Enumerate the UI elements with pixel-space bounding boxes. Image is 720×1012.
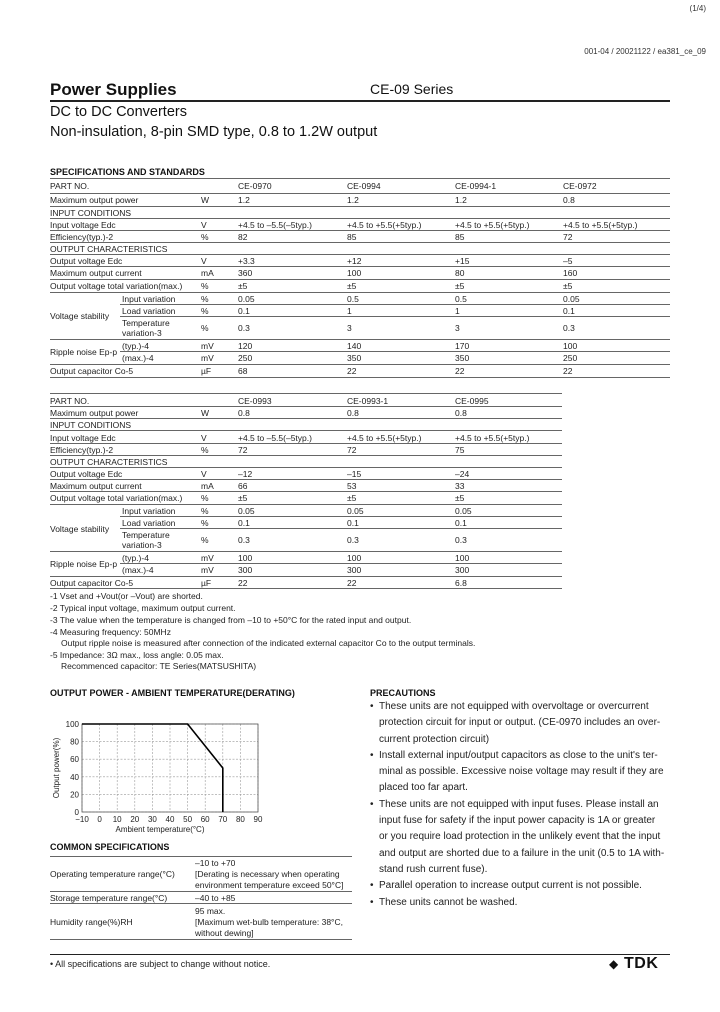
section-label: INPUT CONDITIONS bbox=[50, 420, 132, 430]
precautions-list bbox=[370, 699, 670, 911]
table-rule bbox=[50, 193, 670, 194]
unit: % bbox=[201, 232, 209, 242]
table-rule bbox=[50, 491, 562, 492]
row-label: Ripple noise Ep-p bbox=[50, 347, 118, 357]
row-label: Maximum output power bbox=[50, 408, 139, 418]
precaution-line bbox=[370, 878, 670, 894]
cell: –5 bbox=[563, 256, 573, 266]
sub-label: (typ.)-4 bbox=[122, 341, 149, 351]
y-tick-label: 20 bbox=[70, 790, 79, 800]
footer-note: • All specifications are subject to change without notice. bbox=[50, 959, 271, 969]
row-label: Maximum output current bbox=[50, 481, 142, 491]
cell: 75 bbox=[455, 445, 465, 455]
row-label: Output capacitor Co-5 bbox=[50, 366, 134, 376]
y-tick-label: 100 bbox=[65, 720, 79, 729]
cell: 0.8 bbox=[563, 195, 575, 205]
operating-temp-value: –10 to +70 bbox=[195, 858, 236, 868]
unit: % bbox=[201, 294, 209, 304]
row-label: Ripple noise Ep-p bbox=[50, 559, 118, 569]
precaution-text: protection circuit for input or output. (CE-0970 includes an over- bbox=[379, 717, 661, 729]
cell: 0.1 bbox=[347, 518, 359, 528]
cell: 100 bbox=[347, 268, 362, 278]
table-rule bbox=[120, 316, 670, 317]
cell: +4.5 to –5.5(–5typ.) bbox=[238, 433, 312, 443]
cell: 0.5 bbox=[347, 294, 359, 304]
row-label: Output voltage total variation(max.) bbox=[50, 493, 183, 503]
cell: 100 bbox=[238, 553, 253, 563]
table-rule bbox=[50, 377, 670, 378]
part-ce-0970: CE-0970 bbox=[238, 181, 272, 191]
table-rule bbox=[50, 218, 670, 219]
cell: +4.5 to +5.5(+5typ.) bbox=[347, 220, 422, 230]
table-rule bbox=[120, 516, 562, 517]
cell: 0.3 bbox=[347, 535, 359, 545]
unit: W bbox=[201, 195, 210, 205]
sub-label: Load variation bbox=[122, 306, 176, 316]
cell: 3 bbox=[347, 323, 352, 333]
precaution-line bbox=[370, 813, 670, 829]
cell: +3.3 bbox=[238, 256, 255, 266]
x-tick-label: 50 bbox=[183, 815, 193, 824]
cell: 3 bbox=[455, 323, 460, 333]
row-label: Output voltage Edc bbox=[50, 469, 123, 479]
footnote-1: -1 Vset and +Vout(or –Vout) are shorted. bbox=[50, 591, 203, 601]
x-tick-label: 90 bbox=[253, 815, 263, 824]
y-tick-label: 0 bbox=[74, 808, 79, 817]
cell: 0.05 bbox=[563, 294, 580, 304]
cell: +4.5 to +5.5(+5typ.) bbox=[347, 433, 422, 443]
cell: 350 bbox=[455, 353, 470, 363]
cell: ±5 bbox=[238, 281, 248, 291]
unit: mV bbox=[201, 565, 214, 575]
x-tick-label: 10 bbox=[112, 815, 122, 824]
y-tick-label: 80 bbox=[70, 737, 79, 747]
unit: V bbox=[201, 433, 207, 443]
unit: V bbox=[201, 469, 207, 479]
table-rule bbox=[120, 563, 562, 564]
table-rule bbox=[50, 206, 670, 207]
footnote-2: -2 Typical input voltage, maximum output current. bbox=[50, 603, 236, 613]
cell: 80 bbox=[455, 268, 465, 278]
part-no-label: PART NO. bbox=[50, 396, 90, 406]
cell: +15 bbox=[455, 256, 470, 266]
table-rule bbox=[50, 418, 562, 419]
cell: 170 bbox=[455, 341, 470, 351]
cell: 0.8 bbox=[455, 408, 467, 418]
precaution-text: or you require load protection in the unlikely event that the input bbox=[379, 831, 661, 843]
precaution-text: Install external input/output capacitors as close to the unit's ter- bbox=[379, 749, 658, 761]
precaution-text: and output are shorted due to a failure in the unit (0.5 to 1A with- bbox=[379, 847, 665, 859]
cell: 160 bbox=[563, 268, 578, 278]
cell: ±5 bbox=[238, 493, 248, 503]
cell: 250 bbox=[238, 353, 253, 363]
cell: +4.5 to +5.5(+5typ.) bbox=[455, 220, 530, 230]
precaution-text: These units are not equipped with overvoltage or overcurrent bbox=[379, 701, 649, 712]
x-tick-label: −10 bbox=[75, 815, 89, 824]
table-rule bbox=[50, 467, 562, 468]
cell: 22 bbox=[347, 578, 357, 588]
cell: +4.5 to –5.5(–5typ.) bbox=[238, 220, 312, 230]
operating-temp-note: environment temperature exceed 50°C] bbox=[195, 880, 344, 890]
cell: 1.2 bbox=[347, 195, 359, 205]
page-number: (1/4) bbox=[689, 4, 706, 13]
row-label: Output voltage Edc bbox=[50, 256, 123, 266]
unit: mA bbox=[201, 268, 214, 278]
cell: 140 bbox=[347, 341, 362, 351]
sub-label: Input variation bbox=[122, 294, 176, 304]
sub-label: (max.)-4 bbox=[122, 565, 154, 575]
table-rule bbox=[120, 351, 670, 352]
row-label: Voltage stability bbox=[50, 311, 110, 321]
table-rule bbox=[50, 479, 562, 480]
precaution-text: These units are not equipped with input fuses. Please install an bbox=[379, 798, 659, 810]
table-rule bbox=[50, 443, 562, 444]
precaution-text: current protection circuit) bbox=[379, 733, 490, 745]
bullet-icon: • bbox=[370, 896, 374, 908]
precaution-text: placed too far apart. bbox=[379, 782, 468, 794]
part-ce-0993-1: CE-0993-1 bbox=[347, 396, 389, 406]
cell: 0.05 bbox=[455, 506, 472, 516]
cell: 0.3 bbox=[238, 535, 250, 545]
cell: 100 bbox=[455, 553, 470, 563]
bullet-icon: • bbox=[370, 798, 374, 810]
cell: 0.1 bbox=[238, 306, 250, 316]
table-rule bbox=[50, 230, 670, 231]
precaution-line bbox=[370, 846, 670, 862]
table-rule bbox=[50, 364, 670, 365]
x-tick-label: 20 bbox=[130, 815, 140, 824]
spec-section-title: SPECIFICATIONS AND STANDARDS bbox=[50, 167, 205, 177]
unit: % bbox=[201, 323, 209, 333]
cell: 1.2 bbox=[238, 195, 250, 205]
cell: 85 bbox=[455, 232, 465, 242]
sub-label: variation-3 bbox=[122, 328, 162, 338]
cell: ±5 bbox=[563, 281, 573, 291]
table-rule bbox=[120, 528, 562, 529]
cell: 22 bbox=[455, 366, 465, 376]
bullet-icon: • bbox=[370, 701, 374, 712]
table-rule bbox=[50, 279, 670, 280]
cell: 250 bbox=[563, 353, 578, 363]
cell: 1 bbox=[347, 306, 352, 316]
row-label: Maximum output current bbox=[50, 268, 142, 278]
section-label: INPUT CONDITIONS bbox=[50, 208, 132, 218]
precaution-text: minal as possible. Excessive noise voltage may result if they are bbox=[379, 766, 664, 778]
precaution-line bbox=[370, 732, 670, 748]
footnote-3: -3 The value when the temperature is changed from –10 to +50°C for the rated input and output. bbox=[50, 615, 412, 625]
table-rule bbox=[50, 178, 670, 179]
table-rule bbox=[50, 455, 562, 456]
cell: 72 bbox=[347, 445, 357, 455]
table-rule bbox=[50, 254, 670, 255]
precaution-line bbox=[370, 699, 670, 715]
footnote-4-detail: Output ripple noise is measured after connection of the indicated external capacitor Co to the output terminals. bbox=[61, 638, 476, 648]
subtitle-2: Non-insulation, 8-pin SMD type, 0.8 to 1.2W output bbox=[50, 124, 378, 140]
cell: 0.05 bbox=[238, 506, 255, 516]
y-tick-label: 40 bbox=[70, 772, 79, 782]
subtitle-1: DC to DC Converters bbox=[50, 104, 187, 120]
precaution-line bbox=[370, 764, 670, 780]
cell: 1.2 bbox=[455, 195, 467, 205]
table-rule bbox=[50, 393, 562, 394]
cell: 6.8 bbox=[455, 578, 467, 588]
part-ce-0994: CE-0994 bbox=[347, 181, 381, 191]
bullet-icon: • bbox=[370, 880, 374, 892]
table-rule bbox=[50, 242, 670, 243]
cell: –24 bbox=[455, 469, 470, 479]
sub-label: variation-3 bbox=[122, 540, 162, 550]
cell: 82 bbox=[238, 232, 248, 242]
unit: % bbox=[201, 445, 209, 455]
unit: mV bbox=[201, 341, 214, 351]
precaution-text: Parallel operation to increase output current is not possible. bbox=[379, 880, 642, 892]
y-tick-label: 60 bbox=[70, 755, 79, 765]
unit: % bbox=[201, 535, 209, 545]
storage-temp-value: –40 to +85 bbox=[195, 893, 236, 903]
operating-temp-label: Operating temperature range(°C) bbox=[50, 869, 175, 879]
unit: % bbox=[201, 493, 209, 503]
cell: 0.8 bbox=[347, 408, 359, 418]
unit: W bbox=[201, 408, 210, 418]
cell: 360 bbox=[238, 268, 253, 278]
cell: 0.1 bbox=[563, 306, 575, 316]
cell: 300 bbox=[347, 565, 362, 575]
cell: 0.1 bbox=[238, 518, 250, 528]
section-label: OUTPUT CHARACTERISTICS bbox=[50, 457, 168, 467]
precaution-text: stand rush current fuse). bbox=[379, 863, 488, 875]
unit: µF bbox=[201, 366, 212, 376]
cell: 66 bbox=[238, 481, 248, 491]
cell: 68 bbox=[238, 366, 248, 376]
precaution-line bbox=[370, 862, 670, 878]
cell: +4.5 to +5.5(+5typ.) bbox=[455, 433, 530, 443]
cell: 0.05 bbox=[238, 294, 255, 304]
cell: 0.3 bbox=[563, 323, 575, 333]
cell: ±5 bbox=[347, 493, 357, 503]
table-rule bbox=[50, 504, 562, 505]
cell: 0.8 bbox=[238, 408, 250, 418]
part-ce-0993: CE-0993 bbox=[238, 396, 272, 406]
unit: µF bbox=[201, 578, 212, 588]
operating-temp-note: [Derating is necessary when operating bbox=[195, 869, 340, 879]
humidity-label: Humidity range(%)RH bbox=[50, 917, 133, 927]
series-name: CE-09 Series bbox=[370, 81, 454, 97]
x-tick-label: 0 bbox=[97, 815, 102, 824]
precaution-line bbox=[370, 895, 670, 911]
cell: 0.05 bbox=[347, 506, 364, 516]
precaution-line bbox=[370, 715, 670, 731]
cell: 0.3 bbox=[238, 323, 250, 333]
cell: 100 bbox=[563, 341, 578, 351]
row-label: Input voltage Edc bbox=[50, 433, 116, 443]
row-label: Efficiency(typ.)-2 bbox=[50, 445, 114, 455]
cell: 300 bbox=[238, 565, 253, 575]
precaution-line bbox=[370, 780, 670, 796]
cell: 22 bbox=[563, 366, 573, 376]
tdk-logo-icon: ◆ bbox=[609, 957, 619, 971]
unit: % bbox=[201, 506, 209, 516]
cell: 0.5 bbox=[455, 294, 467, 304]
footnote-5-detail: Recommenced capacitor: TE Series(MATSUSHITA) bbox=[61, 661, 257, 671]
cell: 0.1 bbox=[455, 518, 467, 528]
row-label: Efficiency(typ.)-2 bbox=[50, 232, 114, 242]
cell: 1 bbox=[455, 306, 460, 316]
part-no-label: PART NO. bbox=[50, 181, 90, 191]
cell: +4.5 to +5.5(+5typ.) bbox=[563, 220, 638, 230]
cell: 350 bbox=[347, 353, 362, 363]
unit: V bbox=[201, 256, 207, 266]
storage-temp-label: Storage temperature range(°C) bbox=[50, 893, 168, 903]
part-ce-0995: CE-0995 bbox=[455, 396, 489, 406]
page-title: Power Supplies bbox=[50, 80, 177, 99]
y-axis-label: Output power(%) bbox=[52, 737, 61, 799]
humidity-value: 95 max. bbox=[195, 906, 226, 916]
unit: mV bbox=[201, 353, 214, 363]
precaution-text: input fuse for safety if the input power capacity is 1A or greater bbox=[379, 815, 656, 827]
cell: ±5 bbox=[455, 493, 465, 503]
unit: % bbox=[201, 281, 209, 291]
table-rule bbox=[50, 339, 670, 340]
cell: ±5 bbox=[347, 281, 357, 291]
cell: 22 bbox=[347, 366, 357, 376]
unit: V bbox=[201, 220, 207, 230]
cell: +12 bbox=[347, 256, 362, 266]
cell: 0.3 bbox=[455, 535, 467, 545]
bullet-icon: • bbox=[370, 749, 374, 761]
sub-label: (max.)-4 bbox=[122, 353, 154, 363]
document-id: 001-04 / 20021122 / ea381_ce_09 bbox=[584, 47, 706, 56]
row-label: Output voltage total variation(max.) bbox=[50, 281, 183, 291]
table-rule bbox=[50, 266, 670, 267]
section-label: OUTPUT CHARACTERISTICS bbox=[50, 244, 168, 254]
cell: 22 bbox=[238, 578, 248, 588]
x-tick-label: 40 bbox=[165, 815, 175, 824]
table-rule bbox=[50, 406, 562, 407]
table-rule bbox=[50, 430, 562, 431]
footnote-5: -5 Impedance: 3Ω max., loss angle: 0.05 max. bbox=[50, 650, 224, 660]
footnote-4: -4 Measuring frequency: 50MHz bbox=[50, 627, 171, 637]
part-ce-0972: CE-0972 bbox=[563, 181, 597, 191]
row-label: Voltage stability bbox=[50, 524, 110, 534]
tdk-brand: TDK bbox=[624, 955, 659, 972]
x-tick-label: 80 bbox=[235, 815, 245, 824]
row-label: Maximum output power bbox=[50, 195, 139, 205]
derating-chart bbox=[50, 710, 280, 840]
table-rule bbox=[50, 588, 562, 589]
cell: 120 bbox=[238, 341, 253, 351]
table-rule bbox=[50, 891, 352, 892]
sub-label: Input variation bbox=[122, 506, 176, 516]
cell: 72 bbox=[238, 445, 248, 455]
table-rule bbox=[50, 939, 352, 940]
humidity-note: [Maximum wet-bulb temperature: 38°C, bbox=[195, 917, 343, 927]
cell: ±5 bbox=[455, 281, 465, 291]
cell: –15 bbox=[347, 469, 362, 479]
unit: mV bbox=[201, 553, 214, 563]
precaution-line bbox=[370, 829, 670, 845]
row-label: Output capacitor Co-5 bbox=[50, 578, 134, 588]
table-rule bbox=[120, 304, 670, 305]
part-ce-0994-1: CE-0994-1 bbox=[455, 181, 497, 191]
unit: mA bbox=[201, 481, 214, 491]
cell: 72 bbox=[563, 232, 573, 242]
title-rule bbox=[50, 100, 670, 102]
cell: 33 bbox=[455, 481, 465, 491]
footer-rule bbox=[50, 954, 670, 955]
cell: 53 bbox=[347, 481, 357, 491]
common-spec-title: COMMON SPECIFICATIONS bbox=[50, 842, 170, 852]
table-rule bbox=[50, 856, 352, 857]
sub-label: Temperature bbox=[122, 530, 170, 540]
precautions-title: PRECAUTIONS bbox=[370, 688, 436, 698]
precaution-line bbox=[370, 748, 670, 764]
table-rule bbox=[50, 576, 562, 577]
cell: 300 bbox=[455, 565, 470, 575]
x-tick-label: 60 bbox=[200, 815, 210, 824]
derating-title: OUTPUT POWER - AMBIENT TEMPERATURE(DERATING) bbox=[50, 688, 295, 698]
cell: 100 bbox=[347, 553, 362, 563]
table-rule bbox=[50, 292, 670, 293]
sub-label: Load variation bbox=[122, 518, 176, 528]
unit: % bbox=[201, 306, 209, 316]
table-rule bbox=[50, 551, 562, 552]
table-rule bbox=[50, 903, 352, 904]
cell: –12 bbox=[238, 469, 253, 479]
precaution-text: These units cannot be washed. bbox=[379, 896, 518, 908]
sub-label: Temperature bbox=[122, 318, 170, 328]
precaution-line bbox=[370, 797, 670, 813]
x-axis-label: Ambient temperature(°C) bbox=[115, 825, 205, 834]
sub-label: (typ.)-4 bbox=[122, 553, 149, 563]
unit: % bbox=[201, 518, 209, 528]
row-label: Input voltage Edc bbox=[50, 220, 116, 230]
x-tick-label: 30 bbox=[147, 815, 157, 824]
x-tick-label: 70 bbox=[218, 815, 228, 824]
cell: 85 bbox=[347, 232, 357, 242]
humidity-note: without dewing] bbox=[195, 928, 254, 938]
